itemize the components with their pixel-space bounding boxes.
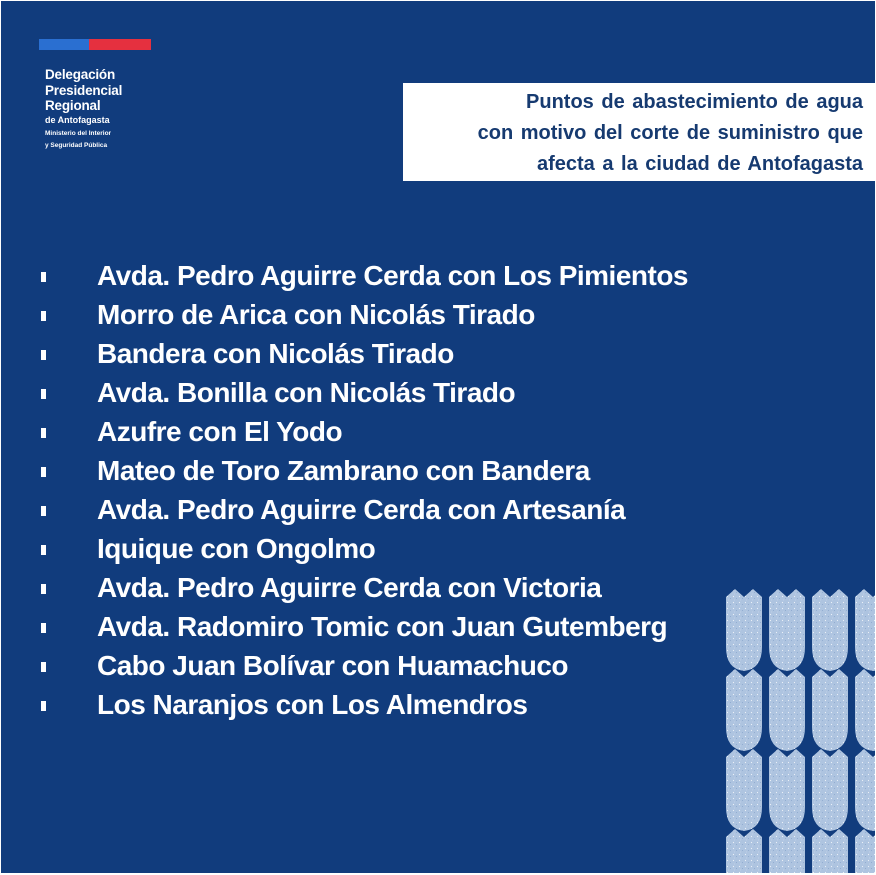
copihue-pattern-icon <box>723 587 875 873</box>
bullet-icon <box>41 467 46 477</box>
flag-red-segment <box>89 39 151 50</box>
bullet-icon <box>41 311 46 321</box>
logo-line-2: Presidencial <box>45 82 123 98</box>
list-item-label: Iquique con Ongolmo <box>97 532 376 564</box>
bullet-icon <box>41 272 46 282</box>
bullet-icon <box>41 701 46 711</box>
logo-line-4: de Antofagasta <box>45 114 110 125</box>
bullet-icon <box>41 350 46 360</box>
title-line-2: con motivo del corte de suministro que <box>477 122 863 144</box>
list-item-label: Avda. Bonilla con Nicolás Tirado <box>97 376 516 408</box>
bullet-icon <box>41 662 46 672</box>
list-item <box>41 256 688 295</box>
list-item <box>41 529 688 568</box>
list-item-label: Avda. Pedro Aguirre Cerda con Victoria <box>97 571 602 603</box>
title-line-1: Puntos de abastecimiento de agua <box>526 91 863 113</box>
list-item <box>41 373 688 412</box>
list-item-label: Avda. Radomiro Tomic con Juan Gutemberg <box>97 610 668 642</box>
flag-blue-segment <box>39 39 89 50</box>
list-item-label: Mateo de Toro Zambrano con Bandera <box>97 454 590 486</box>
list-item <box>41 607 688 646</box>
logo-line-3: Regional <box>45 98 101 113</box>
list-item <box>41 646 688 685</box>
supply-points-list <box>41 256 688 724</box>
bullet-icon <box>41 545 46 555</box>
list-item-label: Bandera con Nicolás Tirado <box>97 337 454 369</box>
logo-line-5: Ministerio del Interior <box>45 129 112 137</box>
list-item <box>41 451 688 490</box>
list-item <box>41 295 688 334</box>
bullet-icon <box>41 623 46 633</box>
flag-stripe <box>39 39 151 50</box>
bullet-icon <box>41 506 46 516</box>
list-item-label: Los Naranjos con Los Almendros <box>97 688 528 720</box>
logo-line-6: y Seguridad Pública <box>45 141 108 149</box>
list-item <box>41 568 688 607</box>
title-box <box>403 83 875 181</box>
list-item-label: Avda. Pedro Aguirre Cerda con Los Pimientos <box>97 259 688 291</box>
list-item-label: Cabo Juan Bolívar con Huamachuco <box>97 649 568 681</box>
list-item-label: Morro de Arica con Nicolás Tirado <box>97 298 535 330</box>
bullet-icon <box>41 428 46 438</box>
list-item <box>41 412 688 451</box>
list-item <box>41 334 688 373</box>
list-item-label: Avda. Pedro Aguirre Cerda con Artesanía <box>97 493 626 525</box>
list-item <box>41 490 688 529</box>
announcement-card <box>1 1 875 873</box>
bullet-icon <box>41 584 46 594</box>
delegation-logo <box>45 67 122 150</box>
title-line-3: afecta a la ciudad de Antofagasta <box>536 153 863 175</box>
bullet-icon <box>41 389 46 399</box>
list-item <box>41 685 688 724</box>
list-item-label: Azufre con El Yodo <box>97 415 343 447</box>
logo-line-1: Delegación <box>45 67 116 82</box>
